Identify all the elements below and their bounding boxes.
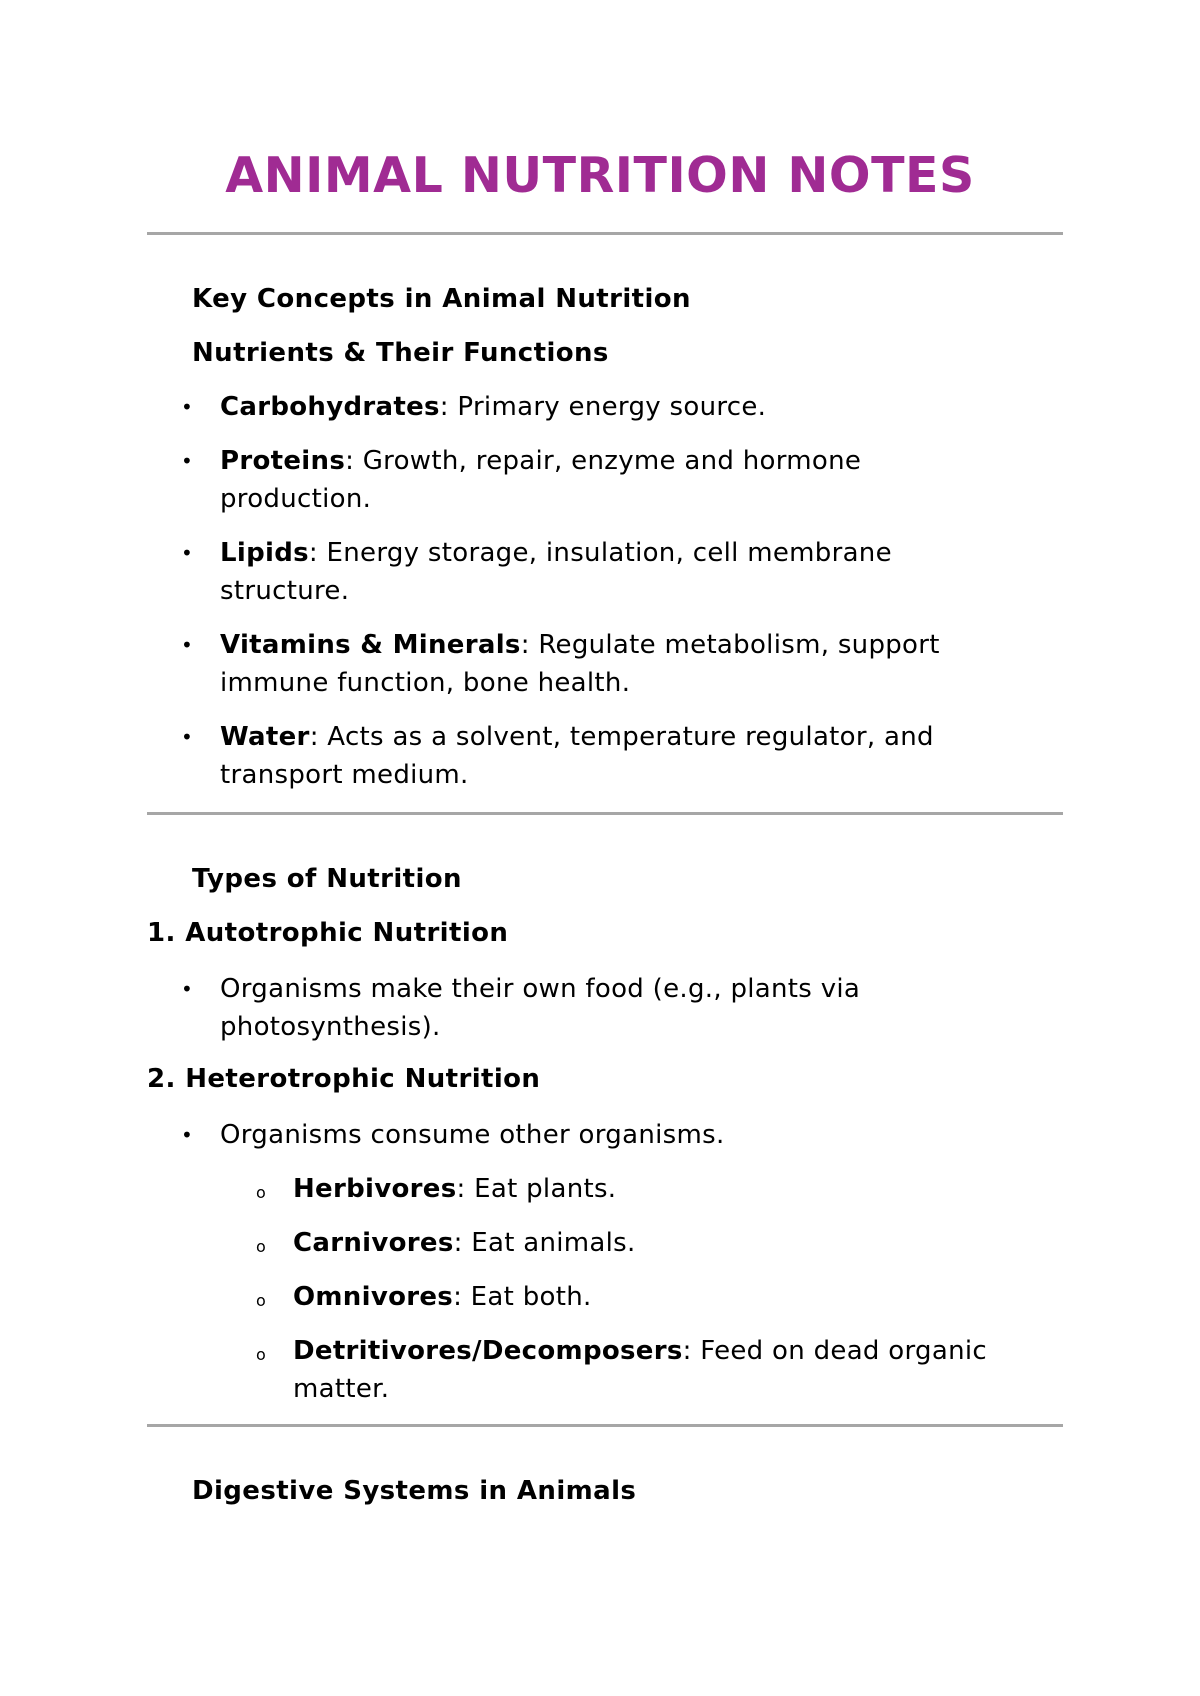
nutrient-desc: : Growth, repair, enzyme and hormone [345,446,862,476]
list-item-continuation: structure. [220,576,350,606]
list-item-continuation: production. [220,484,372,514]
page-title: ANIMAL NUTRITION NOTES [225,147,975,204]
nutrient-desc: : Regulate metabolism, support [520,630,940,660]
section-heading-key-concepts: Key Concepts in Animal Nutrition [192,284,691,314]
list-item [220,442,861,480]
divider-3 [147,1424,1063,1427]
sub-bullet-icon: o [256,1183,266,1202]
consumer-term: Omnivores [293,1282,454,1312]
nutrient-desc: : Acts as a solvent, temperature regulator, and [309,722,934,752]
sub-list-item [293,1170,616,1208]
bullet-icon: • [181,395,193,419]
consumer-desc: : Eat plants. [456,1174,617,1204]
list-item [220,718,934,756]
list-item [220,534,892,572]
list-item [220,388,766,426]
divider-2 [147,812,1063,815]
subheading-nutrients: Nutrients & Their Functions [192,338,609,368]
bullet-icon: • [181,449,193,473]
nutrient-term: Vitamins & Minerals [220,630,521,660]
list-item-continuation: immune function, bone health. [220,668,631,698]
sub-bullet-icon: o [256,1345,266,1364]
list-item [220,626,940,664]
bullet-icon: • [181,1123,193,1147]
sub-bullet-icon: o [256,1291,266,1310]
nutrient-term: Lipids [220,538,309,568]
subheading-autotrophic: 1. Autotrophic Nutrition [147,918,509,948]
section-heading-types: Types of Nutrition [192,864,462,894]
section-heading-digestive: Digestive Systems in Animals [192,1476,637,1506]
list-item-continuation: transport medium. [220,760,469,790]
sub-list-item [293,1278,592,1316]
consumer-term: Herbivores [293,1174,457,1204]
nutrient-term: Water [220,722,310,752]
bullet-icon: • [181,977,193,1001]
subheading-heterotrophic: 2. Heterotrophic Nutrition [147,1064,541,1094]
sub-list-item [293,1224,636,1262]
list-item: Organisms consume other organisms. [220,1120,725,1150]
consumer-desc: : Eat animals. [453,1228,636,1258]
consumer-term: Carnivores [293,1228,454,1258]
nutrient-desc: : Primary energy source. [439,392,767,422]
bullet-icon: • [181,633,193,657]
sub-list-item [293,1332,987,1370]
bullet-icon: • [181,725,193,749]
divider-1 [147,232,1063,235]
nutrient-term: Carbohydrates [220,392,440,422]
consumer-desc: : Eat both. [453,1282,592,1312]
list-item-continuation: photosynthesis). [220,1012,441,1042]
list-item: Organisms make their own food (e.g., plants via [220,974,861,1004]
bullet-icon: • [181,541,193,565]
nutrient-term: Proteins [220,446,346,476]
consumer-term: Detritivores/Decomposers [293,1336,683,1366]
sub-bullet-icon: o [256,1237,266,1256]
consumer-desc: : Feed on dead organic [682,1336,987,1366]
nutrient-desc: : Energy storage, insulation, cell membrane [308,538,892,568]
sub-list-item-continuation: matter. [293,1374,390,1404]
